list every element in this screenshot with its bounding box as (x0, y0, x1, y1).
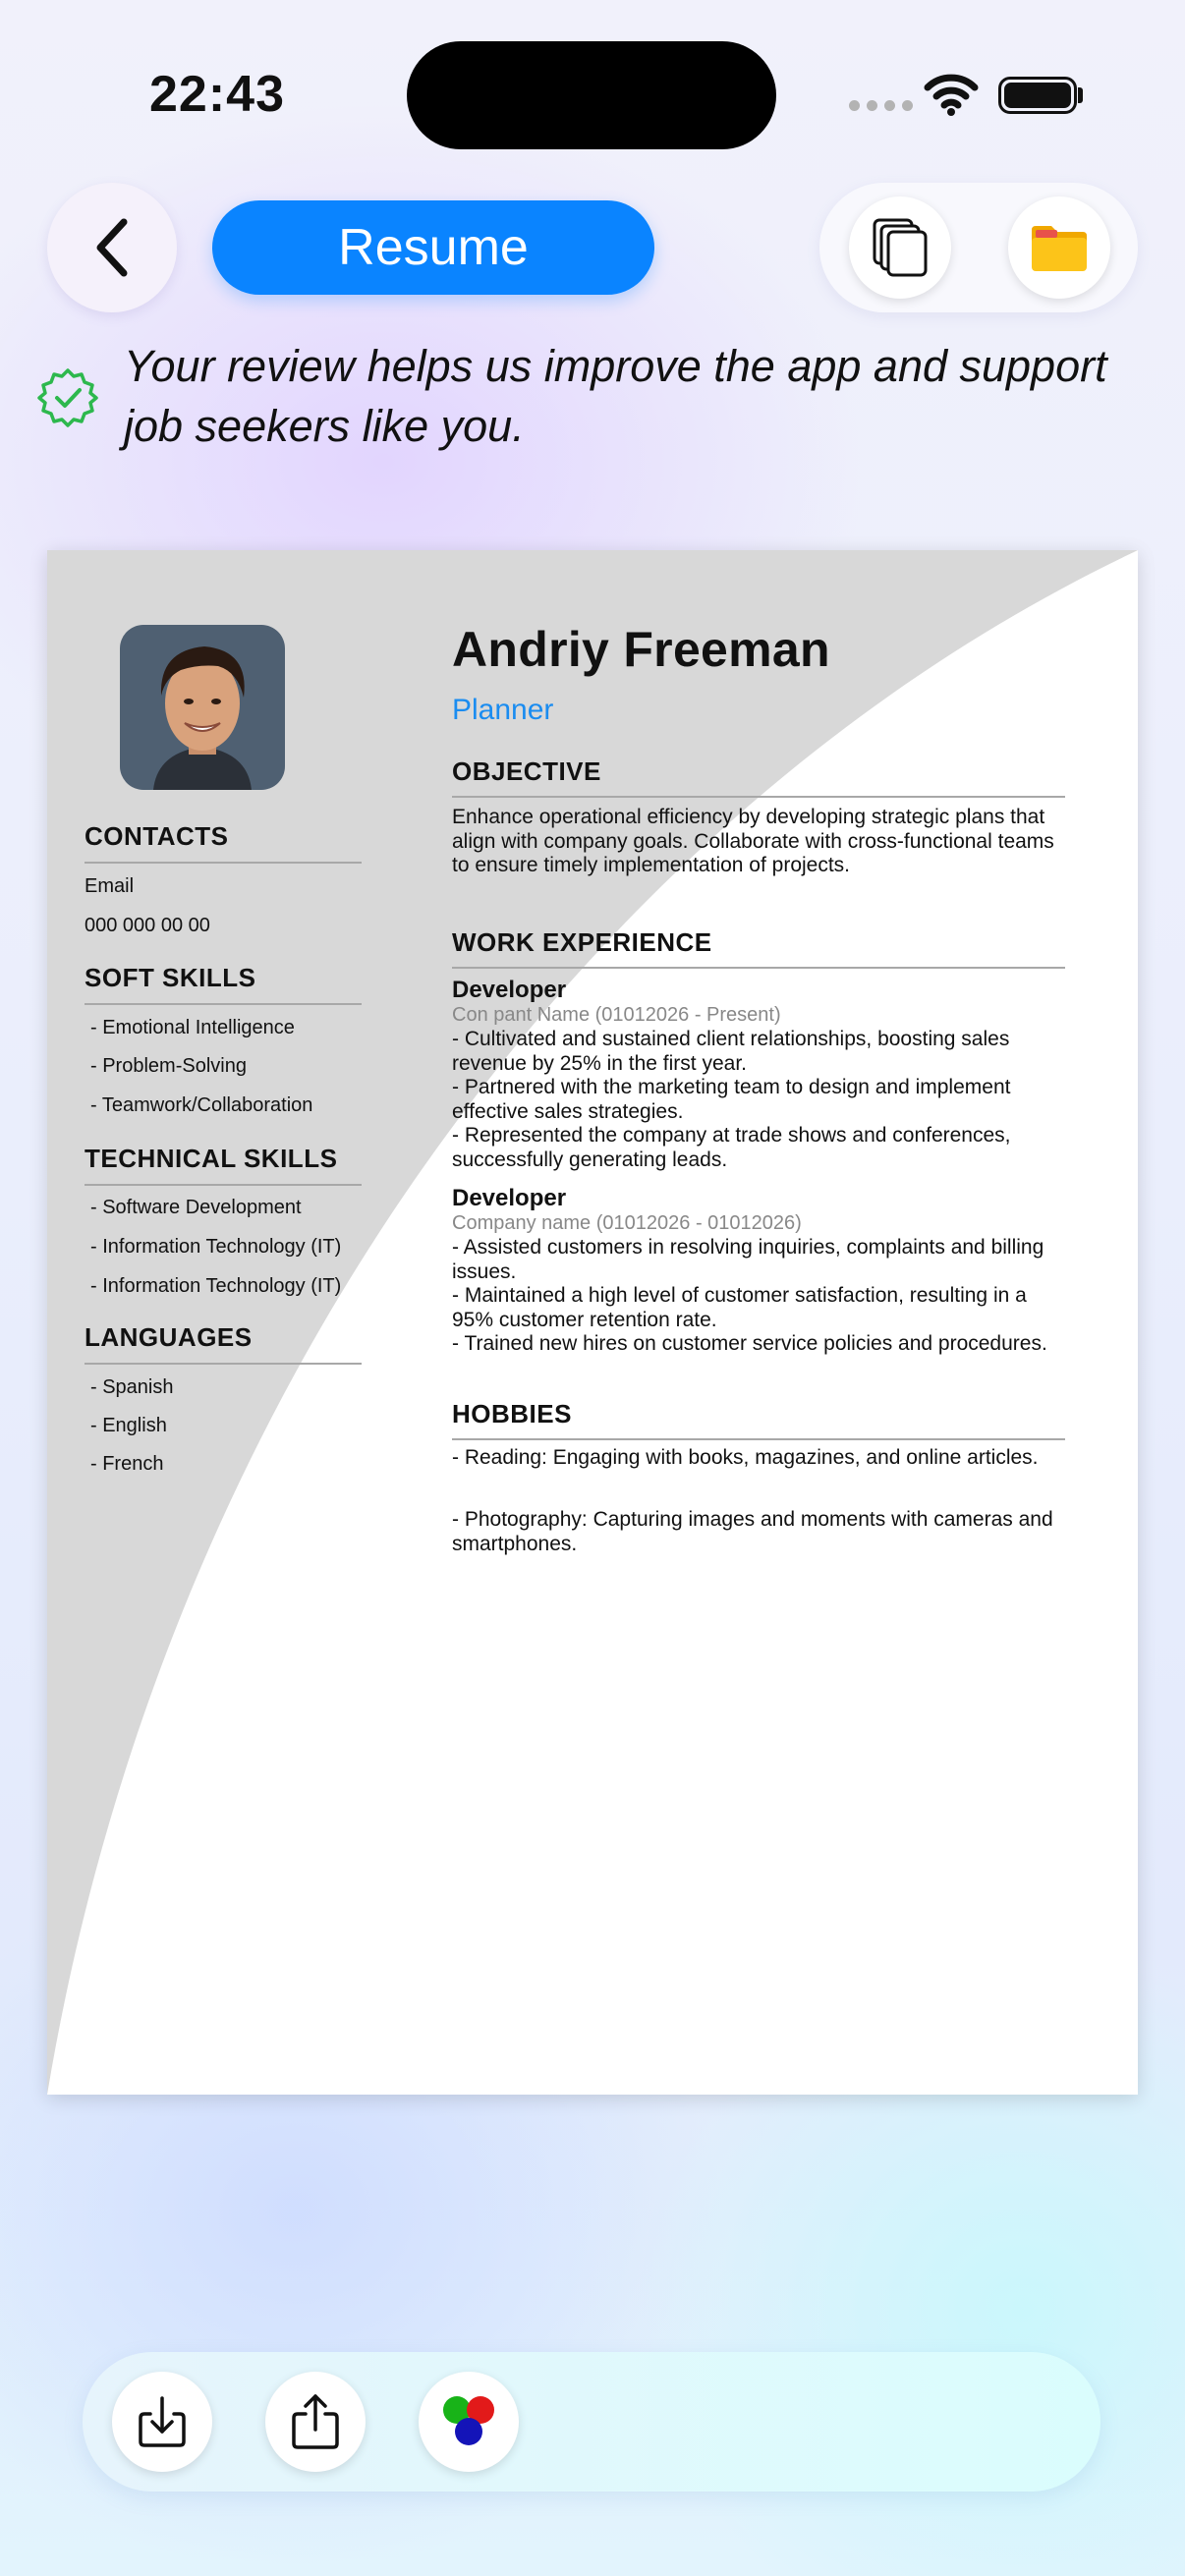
job-title: Developer (452, 1185, 567, 1211)
objective-text: Enhance operational efficiency by developing strategic plans that align with company goals. Collaborate with cross-functional teams to ensure timely implementation of projects. (452, 806, 1054, 876)
job-bullet: - Cultivated and sustained client relationships, boosting sales revenue by 25% in the first year. (452, 1028, 1010, 1075)
job-bullet: - Partnered with the marketing team to design and implement effective sales strategies. (452, 1076, 1011, 1123)
job-bullet: - Maintained a high level of customer satisfaction, resulting in a 95% customer retention rate. (452, 1284, 1027, 1331)
stacked-pages-icon (869, 216, 931, 279)
templates-button[interactable] (849, 196, 951, 299)
color-circles-icon (437, 2390, 500, 2453)
download-icon (135, 2394, 190, 2449)
cellular-signal-icon (849, 100, 913, 111)
resume-name: Andriy Freeman (452, 622, 830, 677)
avatar (120, 625, 285, 790)
work-experience-heading: WORK EXPERIENCE (452, 927, 1065, 969)
technical-skill-item: - Information Technology (IT) (90, 1275, 342, 1297)
battery-tip (1078, 87, 1083, 103)
folder-button[interactable] (1008, 196, 1110, 299)
color-theme-button[interactable] (419, 2372, 519, 2472)
wifi-icon (924, 73, 979, 116)
job-bullet: - Assisted customers in resolving inquiries, complaints and billing issues. (452, 1236, 1044, 1283)
soft-skill-item: - Teamwork/Collaboration (90, 1094, 313, 1116)
language-item: - French (90, 1453, 164, 1475)
resume-preview[interactable] (47, 550, 1138, 2095)
soft-skills-heading: SOFT SKILLS (85, 963, 362, 1005)
battery-icon (998, 77, 1077, 114)
verified-badge-icon (37, 367, 98, 428)
contacts-heading: CONTACTS (85, 821, 362, 864)
hobby-item: - Photography: Capturing images and moments with cameras and smartphones. (452, 1508, 1053, 1555)
job-company: Con pant Name (01012026 - Present) (452, 1004, 781, 1026)
hobby-item: - Reading: Engaging with books, magazines, and online articles. (452, 1446, 1039, 1469)
bottom-dock (83, 2352, 1100, 2492)
share-icon (288, 2392, 343, 2451)
objective-heading: OBJECTIVE (452, 756, 1065, 798)
resume-role: Planner (452, 694, 554, 726)
back-button[interactable] (47, 183, 177, 312)
soft-skill-item: - Emotional Intelligence (90, 1017, 295, 1038)
contact-email: Email (85, 875, 135, 897)
soft-skill-item: - Problem-Solving (90, 1055, 247, 1077)
dynamic-island (407, 41, 776, 149)
download-button[interactable] (112, 2372, 212, 2472)
share-button[interactable] (265, 2372, 366, 2472)
contact-phone: 000 000 00 00 (85, 915, 210, 936)
hobbies-heading: HOBBIES (452, 1399, 1065, 1440)
review-note: Your review helps us improve the app and support job seekers like you. (124, 341, 1107, 451)
folder-icon (1028, 220, 1091, 275)
job-company: Company name (01012026 - 01012026) (452, 1212, 802, 1234)
technical-skills-heading: TECHNICAL SKILLS (85, 1144, 362, 1186)
resume-title-button[interactable]: Resume (212, 200, 654, 295)
languages-heading: LANGUAGES (85, 1322, 362, 1365)
technical-skill-item: - Software Development (90, 1197, 302, 1218)
job-title: Developer (452, 977, 567, 1003)
chevron-left-icon (90, 216, 134, 279)
job-bullet: - Represented the company at trade shows and conferences, successfully generating leads. (452, 1124, 1011, 1171)
language-item: - English (90, 1415, 167, 1436)
job-bullet: - Trained new hires on customer service policies and procedures. (452, 1332, 1047, 1355)
technical-skill-item: - Information Technology (IT) (90, 1236, 342, 1258)
status-time: 22:43 (149, 66, 285, 123)
language-item: - Spanish (90, 1376, 174, 1398)
